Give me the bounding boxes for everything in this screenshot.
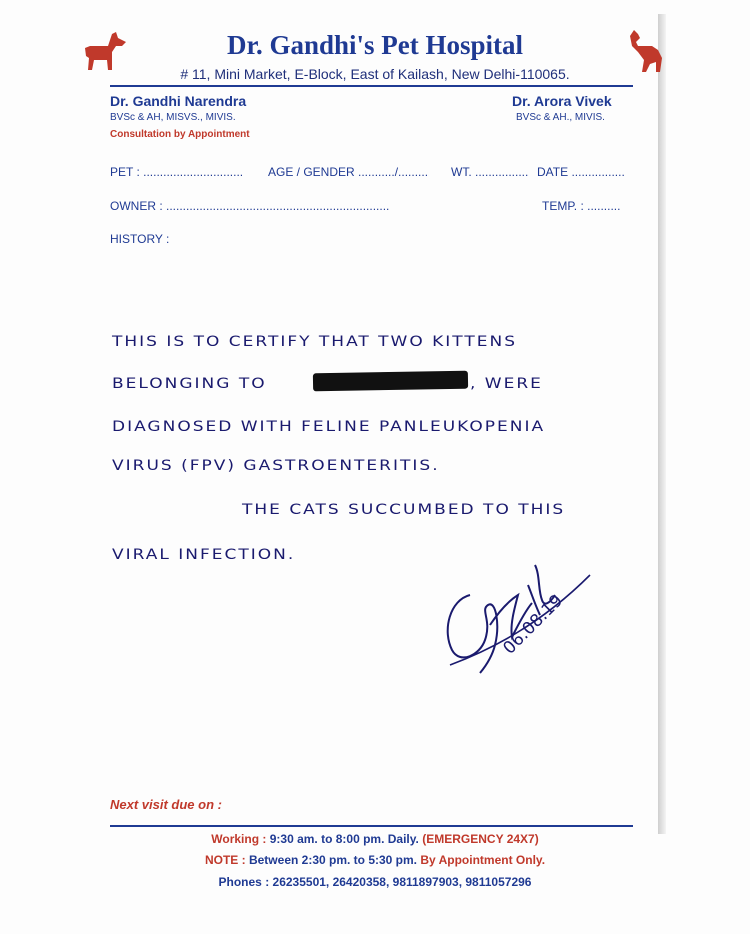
note-label: NOTE : [204,853,246,867]
appointment-note: By Appointment Only. [420,853,546,867]
note-line-5: THE CATS SUCCUMBED TO THIS [242,501,566,518]
note-line-1: THIS IS TO CERTIFY THAT TWO KITTENS [112,333,518,350]
age-gender-field: AGE / GENDER .........../......... [268,165,429,179]
right-doctor-name: Dr. Arora Vivek [512,93,612,109]
left-doctor-name: Dr. Gandhi Narendra [110,93,247,109]
signature-date: 06.08.19 [499,590,568,659]
emergency-label: (EMERGENCY 24X7) [422,832,539,846]
note-line-3: DIAGNOSED WITH FELINE PANLEUKOPENIA [112,418,546,435]
note-hours: Between 2:30 pm. to 5:30 pm. [248,853,418,867]
note-line-2b: , WERE [470,375,543,392]
footer-divider [110,825,633,827]
hospital-name: Dr. Gandhi's Pet Hospital [226,30,524,60]
owner-field: OWNER : ................................................................... [110,199,390,213]
right-doctor-qualifications: BVSc & AH., MIVIS. [516,112,605,123]
doctor-signature [440,555,600,685]
left-doctor-qualifications: BVSc & AH, MISVS., MIVIS. [110,112,236,123]
temp-field: TEMP. : .......... [542,199,621,213]
working-label: Working : [211,832,267,846]
date-field: DATE ................ [537,165,625,179]
working-hours-line [0,832,750,846]
note-line-2a: BELONGING TO [112,375,267,392]
header-divider [110,85,633,87]
weight-field: WT. ................ [451,165,529,179]
page-edge-shadow [658,14,666,834]
redacted-owner-name [313,371,468,392]
pet-field: PET : .............................. [110,165,244,179]
phones-line: Phones : 26235501, 26420358, 9811897903, 9811057296 [218,875,532,889]
working-hours: 9:30 am. to 8:00 pm. Daily. [269,832,419,846]
note-line [0,853,750,867]
consultation-note: Consultation by Appointment [110,129,250,140]
hospital-address: # 11, Mini Market, E-Block, East of Kailash, New Delhi-110065. [180,66,570,82]
note-line-6: VIRAL INFECTION. [112,546,296,563]
next-visit-label: Next visit due on : [110,797,222,812]
history-field: HISTORY : [110,232,170,246]
note-line-4: VIRUS (FPV) GASTROENTERITIS. [112,457,440,474]
